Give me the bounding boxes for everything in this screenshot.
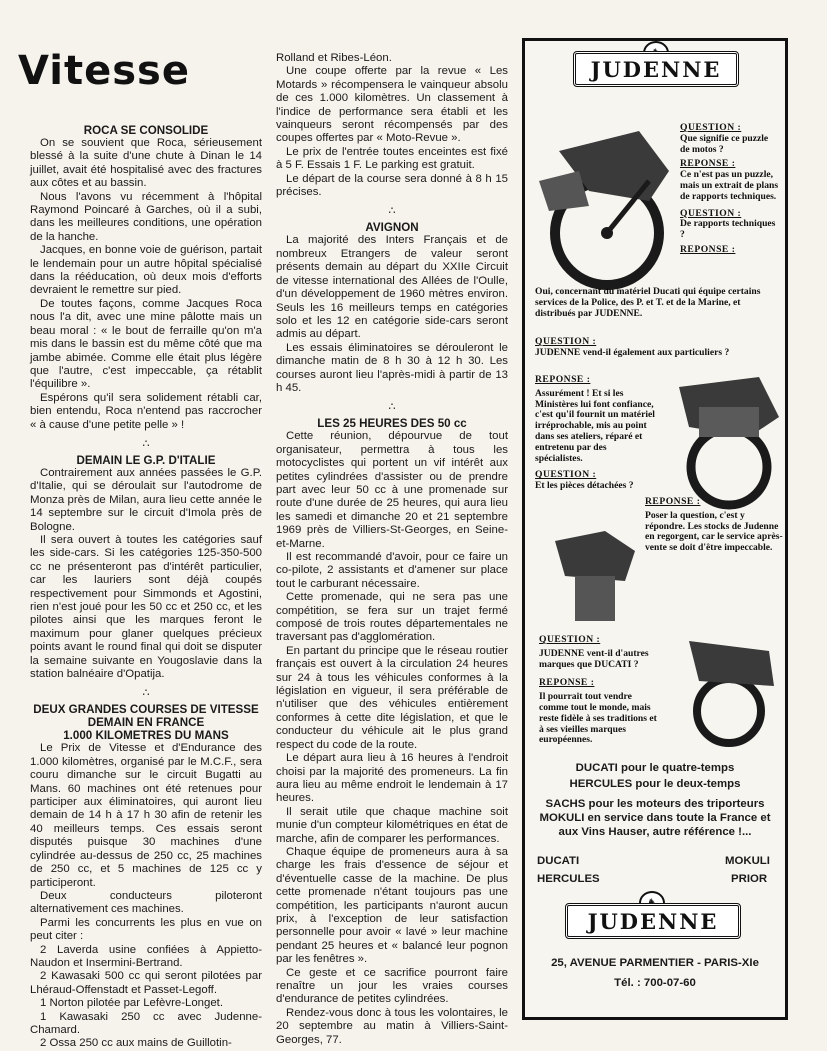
ad-line-sachs: SACHS pour les moteurs des triporteurs MOKULI en service dans toute la France et aux Vins Hauser, autre référence !... (539, 798, 771, 838)
ad-line-hercules: HERCULES pour le deux-temps (569, 778, 741, 790)
question-label: QUESTION : (539, 634, 601, 645)
answer-text: Poser la question, c'est y répondre. Les stocks de Judenne en regorgent, car le service après-vente se doit d'être impeccable. (645, 509, 783, 554)
answer-label: REPONSE : (680, 243, 736, 255)
article-title-roca: ROCA SE CONSOLIDE (83, 124, 209, 137)
article-title-courses: DEUX GRANDES COURSES DE VITESSE DEMAIN EN FRANCE (33, 703, 259, 730)
paragraph: Rolland et Ribes-Léon. (276, 52, 392, 64)
answer-text: Assurément ! Et si les Ministères lui font confiance, c'est qu'il fournit un matériel irréprochable, mis au point dans ses ateliers, réparé et entretenu par des spécialistes. (535, 387, 655, 464)
separator: ∴ (388, 401, 396, 414)
qa-block-3 (535, 337, 780, 359)
article-title-25-heures: LES 25 HEURES DES 50 cc (317, 417, 467, 431)
paragraph: En partant du principe que le réseau routier français est ouvert à la circulation 24 heures sur 24 à tous les véhicules conformes à la législation en vigueur, il sera préférable de n'utiliser que des véhicules entièrement conformes à cette dite législation, et que le conducteur du véhicule ait le plus grand respect du code de la route. (276, 644, 508, 751)
qa-block-1 (680, 123, 780, 256)
list-item: 2 Laverda usine confiées à Appietto-Naudon et Insermini-Bertrand. (30, 943, 262, 969)
paragraph: Ce geste et ce sacrifice pourront faire renaître un jour les vraies courses d'endurance de petites cylindrées. (276, 966, 508, 1006)
paragraph: Le Prix de Vitesse et d'Endurance des 1.000 kilomètres, organisé par le M.C.F., sera couru dimanche sur le circuit Bugatti au Mans. 60 machines ont été retenues pour participer aux éliminatoires, qui auront lieu demain de 14 h à 17 h 30 afin de retenir les 40 meilleurs temps. Ces essais seront disputés puisque 30 machines d'une cylindrée au-dessus de 250 cc, 25 machines de 250 cc, et 5 machines de 125 cc y participeront. (30, 742, 262, 889)
answer-label: REPONSE : (645, 496, 701, 507)
motorcycle-photo-3 (545, 521, 645, 631)
answer-text: Il pourrait tout vendre comme tout le monde, mais reste fidèle à ses traditions et à ses vieilles marques européennes. (539, 691, 657, 746)
question-label: QUESTION : (680, 122, 742, 133)
brand-ducati: DUCATI (537, 855, 580, 867)
motorcycle-photo-1 (529, 111, 679, 291)
question-text: De rapports techniques ? (680, 218, 776, 241)
judenne-advertisement (522, 38, 788, 1020)
qa-block-5 (539, 635, 657, 746)
paragraph: Il serait utile que chaque machine soit munie d'un compteur kilométriques en état de marche, afin de comparer les performances. (276, 805, 508, 845)
qa-block-3b (535, 375, 655, 492)
paragraph: Le prix de l'entrée toutes enceintes est fixé à 5 F. Essais 1 F. Le parking est gratuit. (276, 145, 508, 172)
answer-label: REPONSE : (535, 374, 591, 385)
list-item: 1 Kawasaki 250 cc avec Judenne-Chamard. (30, 1010, 262, 1036)
paragraph: Cette promenade, qui ne sera pas une compétition, se fera sur un trajet fermé composé de trois routes départementales ne traversant pas d'agglomération. (276, 591, 508, 644)
separator: ∴ (388, 205, 396, 218)
paragraph: La majorité des Inters Français et de nombreux Etrangers de valeur seront présents demain au départ du XXIIe Circuit de vitesse international des Allées de l'Oulle, d'un développement de 1960 mètres environ. Seuls les 16 meilleurs temps en catégories solo et les 12 en catégorie side-cars seront admis au départ. (276, 234, 508, 341)
brand-prior: PRIOR (731, 873, 768, 885)
article-title-avignon: AVIGNON (365, 221, 419, 235)
motorcycle-photo-2 (659, 367, 785, 517)
question-text: Et les pièces détachées ? (535, 480, 634, 492)
paragraph: Nous l'avons vu récemment à l'hôpital Raymond Poincaré à Garches, où il a subi, dans les meilleures conditions, une opération de la hanche. (30, 190, 262, 243)
paragraph: Contrairement aux années passées le G.P. d'Italie, qui se déroulait sur l'autodrome de Monza près de Milan, aura lieu cette année le 14 septembre sur le circuit d'Imola près de Bologne. (30, 466, 262, 533)
column-middle (276, 52, 508, 1047)
separator: ∴ (142, 687, 150, 700)
column-left (30, 124, 262, 1051)
telephone: Tél. : 700-07-60 (614, 977, 696, 989)
paragraph: Les essais éliminatoires se dérouleront le dimanche matin de 8 h 30 à 12 h 30. Les courses auront lieu l'après-midi à partir de 13 h 45. (276, 341, 508, 394)
paragraph: Espérons qu'il sera solidement rétabli car, bien entendu, Roca n'entend pas raccrocher « à cause d'une petite pelle » ! (30, 391, 262, 431)
question-label: QUESTION : (535, 336, 597, 347)
ad-line-ducati: DUCATI pour le quatre-temps (575, 762, 735, 774)
answer-label: REPONSE : (539, 677, 595, 689)
paragraph: Le départ de la course sera donné à 8 h 15 précises. (276, 172, 508, 199)
answer-text: Ce n'est pas un puzzle, mais un extrait de plans de rapports techniques. (680, 169, 779, 202)
paragraph: De toutes façons, comme Jacques Roca nous l'a dit, avec une mine pâlotte mais un beau moral : « le bout de ferraille qu'on m'a mis dans le bassin est du même côté que ma jambe abimée. Comme elle était plus légère que l'autre, c'est impeccable, ça rétablit l'équilibre ». (30, 297, 262, 391)
paragraph: Le départ aura lieu à 16 heures à l'endroit choisi par la majorité des promeneurs. La fin aura lieu au même endroit le lendemain à 17 heures. (276, 752, 508, 805)
paragraph: On se souvient que Roca, sérieusement blessé à la suite d'une chute à Dinan le 14 juillet, avait été hospitalisé avec des fractures aux côtes et au bassin. (30, 137, 262, 190)
list-item: 2 Kawasaki 500 cc qui seront pilotées par Lhéraud-Offenstadt et Passet-Legoff. (30, 970, 262, 996)
paragraph: Jacques, en bonne voie de guérison, partait le lendemain pour un autre hôpital spécialisé dans la rééducation, où deux mois d'efforts devraient le remettre sur pied. (30, 244, 262, 297)
question-text: Que signifie ce puzzle de motos ? (680, 132, 769, 155)
paragraph: Deux conducteurs piloteront alternativement ces machines. (30, 889, 262, 916)
question-label: QUESTION : (535, 469, 597, 481)
address: 25, AVENUE PARMENTIER - PARIS-XIe (551, 957, 759, 969)
answer-label: REPONSE : (680, 158, 736, 170)
separator: ∴ (142, 437, 150, 450)
question-text: JUDENNE vent-il d'autres marques que DUCATI ? (539, 647, 649, 670)
brand-hercules: HERCULES (537, 873, 600, 885)
paragraph: Une coupe offerte par la revue « Les Motards » récompensera le vainqueur absolu de ces 1.000 kilomètres. Un classement à l'indice de performance sera établi et les vainqueurs seront récompensés par des coupes offertes par « Moto-Revue ». (276, 65, 508, 145)
list-item: 2 Ossa 250 cc aux mains de Guillotin- (40, 1037, 232, 1050)
paragraph: Parmi les concurrents les plus en vue on peut citer : (30, 916, 262, 943)
motorcycle-photo-4 (659, 631, 785, 751)
judenne-logo: JUDENNE (573, 51, 739, 87)
list-item: 1 Norton pilotée par Lefèvre-Longet. (40, 997, 224, 1010)
paragraph: Rendez-vous donc à tous les volontaires, le 20 septembre au matin à Villiers-Saint-Georges, 77. (276, 1006, 508, 1046)
qa-answer-2: Oui, concernant du matériel Ducati qui équipe certains services de la Police, des P. et T. et de la Marine, et distribués par JUDENNE. (535, 286, 761, 319)
paragraph: Il sera ouvert à toutes les catégories sauf les side-cars. Si les catégories 125-350-500 cc ne présenteront pas d'intérêt particulier, car les lauriers sont déjà coupés respectivement pour Simmonds et Agostini, rien n'est joué pour les 50 cc et 250 cc, et les pilotes ainsi que les marques feront le maximum pour glaner quelques précieux points avant le round final qui doit se disputer la semaine suivante en Yougoslavie dans la station balnéaire d'Opatija. (30, 533, 262, 681)
paragraph: Cette réunion, dépourvue de tout organisateur, permettra à tous les motocyclistes qui portent un vif intérêt aux petites cylindrées d'assister ou de prendre part avec leur 50 cc à une promenade sur route d'une durée de 25 heures, qui aura lieu les samedi et dimanche 20 et 21 septembre 1969 près de Villiers-St-Georges, en Seine-et-Marne. (276, 430, 508, 550)
brand-mokuli: MOKULI (725, 855, 770, 867)
question-label: QUESTION : (680, 207, 742, 219)
qa-block-4 (645, 497, 783, 554)
judenne-logo: JUDENNE (565, 903, 741, 939)
paragraph: Il est recommandé d'avoir, pour ce faire un co-pilote, 2 assistants et d'amener sur place tout le carburant nécessaire. (276, 551, 508, 590)
article-subtitle-mans: 1.000 KILOMETRES DU MANS (63, 729, 229, 743)
section-title: Vitesse (18, 48, 190, 94)
question-text: JUDENNE vend-il également aux particuliers ? (535, 346, 730, 358)
article-title-gp-italie: DEMAIN LE G.P. D'ITALIE (76, 453, 216, 467)
paragraph: Chaque équipe de promeneurs aura à sa charge les frais d'essence de séjour et d'éventuelle casse de la machine. De plus cette promenade n'étant toujours pas une compétition, les participants n'auront aucun prix, à l'exception de leur satisfaction personnelle pour avoir « lavé » leur machine pendant 25 heures et « balancé leur pognon par les fenêtres ». (276, 845, 508, 966)
